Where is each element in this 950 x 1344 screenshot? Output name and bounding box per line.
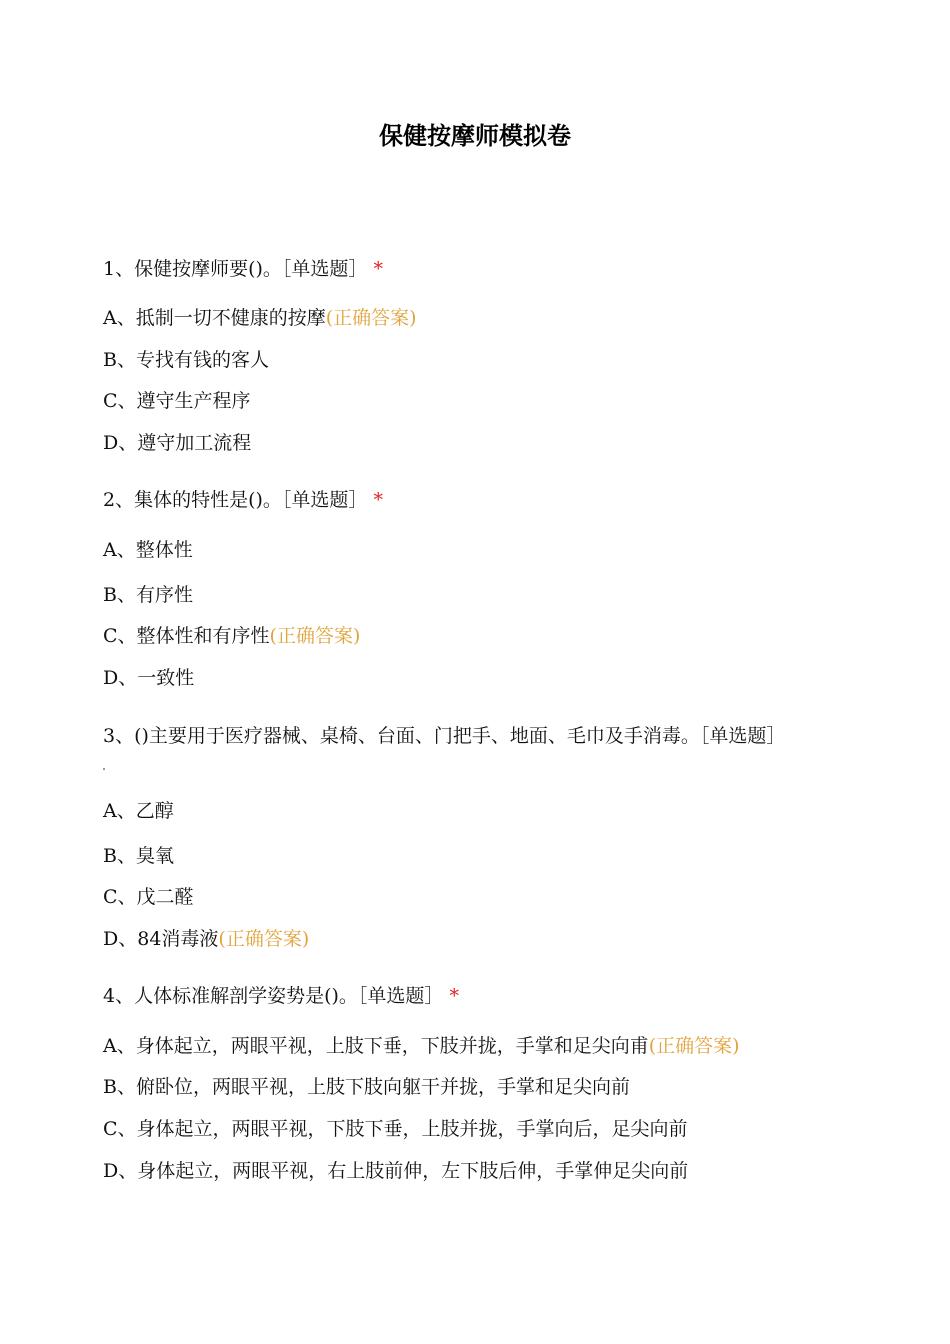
required-mark: * bbox=[449, 985, 459, 1007]
question-4-option-b: B、俯卧位，两眼平视，上肢下肢向躯干并拢，手掌和足尖向前 bbox=[103, 1076, 630, 1098]
option-text: C、整体性和有序性 bbox=[103, 625, 270, 647]
question-3-option-b: B、臭氧 bbox=[103, 845, 174, 867]
question-1-option-d: D、遵守加工流程 bbox=[103, 432, 252, 454]
question-2-option-d: D、一致性 bbox=[103, 667, 195, 689]
question-2-option-c bbox=[103, 624, 360, 648]
correct-answer-mark: (正确答案) bbox=[325, 307, 417, 329]
required-mark: * bbox=[373, 258, 383, 280]
question-4-option-a bbox=[103, 1034, 740, 1058]
question-3-stem: 3、()主要用于医疗器械、桌椅、台面、门把手、地面、毛巾及手消毒。［单选题］ bbox=[103, 725, 786, 747]
question-3-option-a: A、乙醇 bbox=[103, 800, 174, 822]
question-2-option-b: B、有序性 bbox=[103, 584, 193, 606]
question-3-option-c: C、戊二醛 bbox=[103, 886, 194, 908]
option-text: A、抵制一切不健康的按摩 bbox=[103, 307, 326, 329]
question-4-option-d: D、身体起立，两眼平视，右上肢前伸，左下肢后伸，手掌伸足尖向前 bbox=[103, 1160, 689, 1182]
question-4-stem bbox=[103, 984, 459, 1008]
required-mark: * bbox=[373, 489, 383, 511]
correct-answer-mark: (正确答案) bbox=[218, 928, 310, 950]
question-2-option-a: A、整体性 bbox=[103, 539, 193, 561]
question-1-stem bbox=[103, 257, 383, 281]
option-text: D、84消毒液 bbox=[103, 928, 219, 950]
page-title: 保健按摩师模拟卷 bbox=[379, 122, 571, 150]
question-stem-text: 4、人体标准解剖学姿势是()。［单选题］ bbox=[103, 985, 444, 1007]
option-text: A、身体起立，两眼平视，上肢下垂，下肢并拢，手掌和足尖向甫 bbox=[103, 1035, 649, 1057]
question-1-option-b: B、专找有钱的客人 bbox=[103, 349, 269, 371]
question-1-option-a bbox=[103, 306, 417, 330]
correct-answer-mark: (正确答案) bbox=[648, 1035, 740, 1057]
question-3-option-d bbox=[103, 927, 309, 951]
required-mark-dot bbox=[103, 768, 105, 770]
question-1-option-c: C、遵守生产程序 bbox=[103, 390, 251, 412]
question-stem-text: 2、集体的特性是()。［单选题］ bbox=[103, 489, 368, 511]
correct-answer-mark: (正确答案) bbox=[269, 625, 361, 647]
question-2-stem bbox=[103, 488, 383, 512]
question-4-option-c: C、身体起立，两眼平视，下肢下垂，上肢并拢，手掌向后，足尖向前 bbox=[103, 1118, 688, 1140]
question-stem-text: 1、保健按摩师要()。［单选题］ bbox=[103, 258, 368, 280]
